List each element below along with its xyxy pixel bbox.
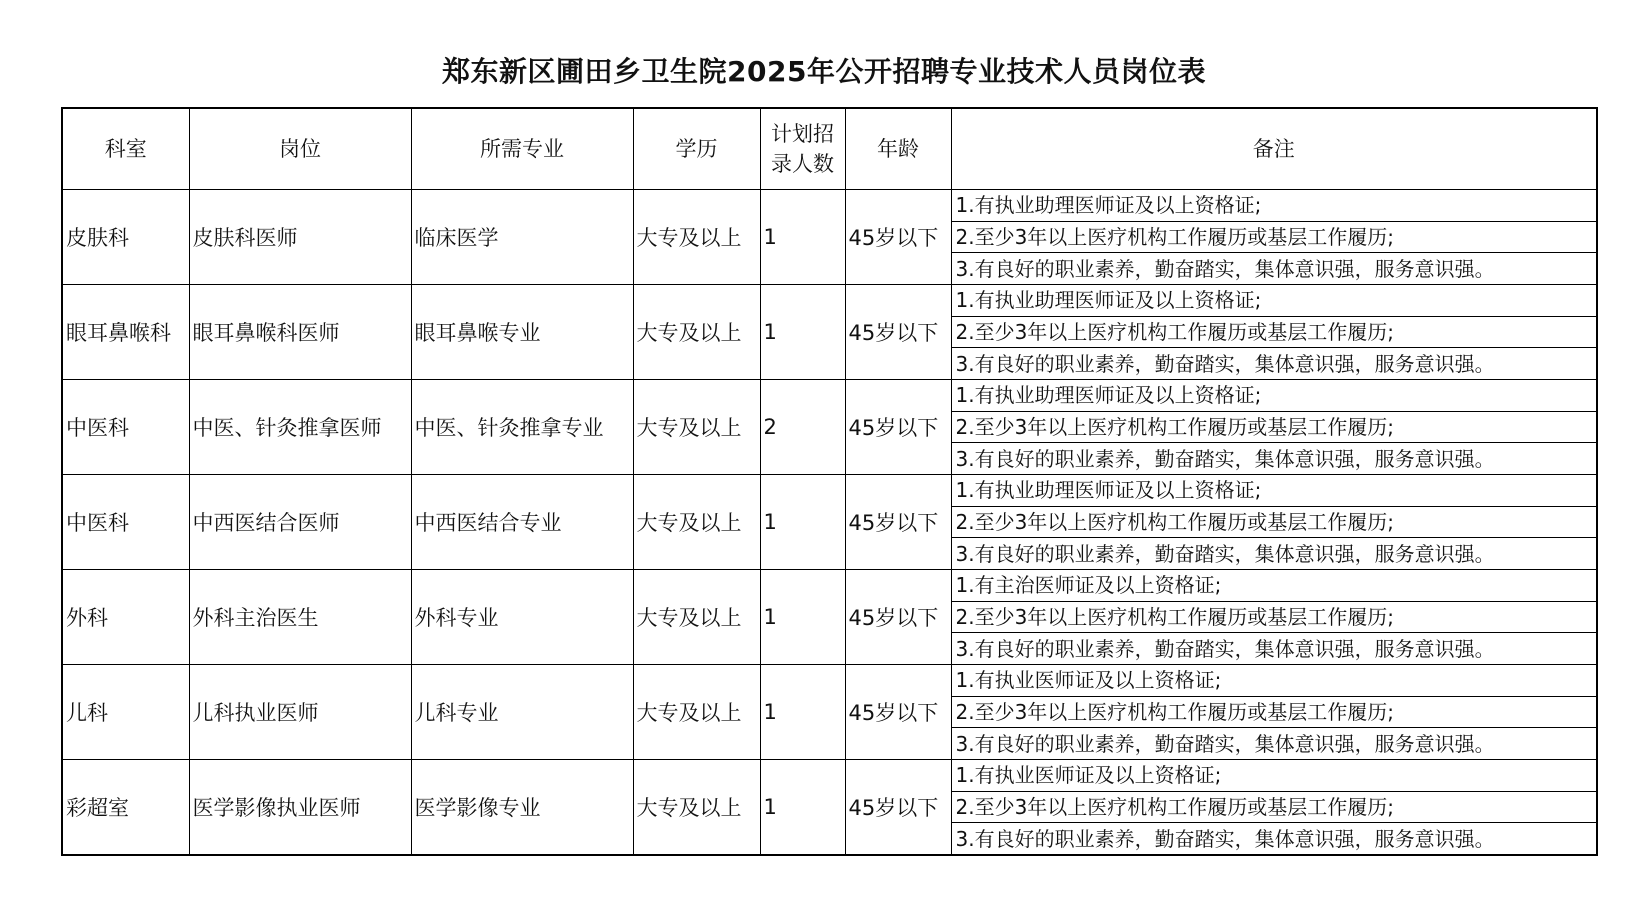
requirement-item: 1.有执业助理医师证及以上资格证; xyxy=(951,190,1597,222)
recruitment-table xyxy=(61,107,1598,856)
age-cell: 45岁以下 xyxy=(845,475,951,570)
table-row xyxy=(62,475,1597,507)
requirement-item: 1.有主治医师证及以上资格证; xyxy=(951,570,1597,602)
header-education: 学历 xyxy=(633,108,760,190)
requirement-item: 3.有良好的职业素养，勤奋踏实，集体意识强，服务意识强。 xyxy=(951,823,1597,855)
requirement-item: 2.至少3年以上医疗机构工作履历或基层工作履历; xyxy=(951,696,1597,728)
requirement-item: 2.至少3年以上医疗机构工作履历或基层工作履历; xyxy=(951,601,1597,633)
requirement-item: 1.有执业医师证及以上资格证; xyxy=(951,665,1597,697)
header-notes: 备注 xyxy=(951,108,1597,190)
planned-count-cell: 1 xyxy=(760,285,845,380)
table-row xyxy=(62,760,1597,792)
requirement-item: 3.有良好的职业素养，勤奋踏实，集体意识强，服务意识强。 xyxy=(951,728,1597,760)
requirement-item: 2.至少3年以上医疗机构工作履历或基层工作履历; xyxy=(951,221,1597,253)
dept-cell: 儿科 xyxy=(62,665,189,760)
requirement-item: 3.有良好的职业素养，勤奋踏实，集体意识强，服务意识强。 xyxy=(951,443,1597,475)
major-cell: 儿科专业 xyxy=(411,665,633,760)
post-cell: 中西医结合医师 xyxy=(189,475,411,570)
header-dept: 科室 xyxy=(62,108,189,190)
header-post: 岗位 xyxy=(189,108,411,190)
education-cell: 大专及以上 xyxy=(633,380,760,475)
education-cell: 大专及以上 xyxy=(633,285,760,380)
header-planned-count: 计划招录人数 xyxy=(760,108,845,190)
requirement-item: 3.有良好的职业素养，勤奋踏实，集体意识强，服务意识强。 xyxy=(951,348,1597,380)
header-major: 所需专业 xyxy=(411,108,633,190)
education-cell: 大专及以上 xyxy=(633,665,760,760)
header-age: 年龄 xyxy=(845,108,951,190)
table-row xyxy=(62,570,1597,602)
planned-count-cell: 1 xyxy=(760,760,845,856)
dept-cell: 皮肤科 xyxy=(62,190,189,285)
requirement-item: 2.至少3年以上医疗机构工作履历或基层工作履历; xyxy=(951,791,1597,823)
dept-cell: 中医科 xyxy=(62,475,189,570)
major-cell: 眼耳鼻喉专业 xyxy=(411,285,633,380)
requirement-item: 3.有良好的职业素养，勤奋踏实，集体意识强，服务意识强。 xyxy=(951,633,1597,665)
age-cell: 45岁以下 xyxy=(845,190,951,285)
post-cell: 外科主治医生 xyxy=(189,570,411,665)
age-cell: 45岁以下 xyxy=(845,380,951,475)
requirement-item: 2.至少3年以上医疗机构工作履历或基层工作履历; xyxy=(951,411,1597,443)
dept-cell: 中医科 xyxy=(62,380,189,475)
post-cell: 眼耳鼻喉科医师 xyxy=(189,285,411,380)
table-row xyxy=(62,380,1597,412)
major-cell: 外科专业 xyxy=(411,570,633,665)
dept-cell: 外科 xyxy=(62,570,189,665)
table-row xyxy=(62,190,1597,222)
requirement-item: 1.有执业助理医师证及以上资格证; xyxy=(951,380,1597,412)
planned-count-cell: 1 xyxy=(760,475,845,570)
age-cell: 45岁以下 xyxy=(845,285,951,380)
requirement-item: 1.有执业助理医师证及以上资格证; xyxy=(951,285,1597,317)
dept-cell: 眼耳鼻喉科 xyxy=(62,285,189,380)
dept-cell: 彩超室 xyxy=(62,760,189,856)
planned-count-cell: 1 xyxy=(760,190,845,285)
requirement-item: 2.至少3年以上医疗机构工作履历或基层工作履历; xyxy=(951,316,1597,348)
requirement-item: 2.至少3年以上医疗机构工作履历或基层工作履历; xyxy=(951,506,1597,538)
planned-count-cell: 1 xyxy=(760,665,845,760)
age-cell: 45岁以下 xyxy=(845,570,951,665)
age-cell: 45岁以下 xyxy=(845,665,951,760)
table-header-row xyxy=(62,108,1597,190)
requirement-item: 3.有良好的职业素养，勤奋踏实，集体意识强，服务意识强。 xyxy=(951,538,1597,570)
post-cell: 中医、针灸推拿医师 xyxy=(189,380,411,475)
major-cell: 临床医学 xyxy=(411,190,633,285)
education-cell: 大专及以上 xyxy=(633,475,760,570)
major-cell: 中医、针灸推拿专业 xyxy=(411,380,633,475)
post-cell: 医学影像执业医师 xyxy=(189,760,411,856)
table-row xyxy=(62,285,1597,317)
requirement-item: 3.有良好的职业素养，勤奋踏实，集体意识强，服务意识强。 xyxy=(951,253,1597,285)
requirement-item: 1.有执业医师证及以上资格证; xyxy=(951,760,1597,792)
planned-count-cell: 1 xyxy=(760,570,845,665)
table-row xyxy=(62,665,1597,697)
education-cell: 大专及以上 xyxy=(633,760,760,856)
education-cell: 大专及以上 xyxy=(633,190,760,285)
post-cell: 皮肤科医师 xyxy=(189,190,411,285)
major-cell: 医学影像专业 xyxy=(411,760,633,856)
post-cell: 儿科执业医师 xyxy=(189,665,411,760)
requirement-item: 1.有执业助理医师证及以上资格证; xyxy=(951,475,1597,507)
age-cell: 45岁以下 xyxy=(845,760,951,856)
planned-count-cell: 2 xyxy=(760,380,845,475)
major-cell: 中西医结合专业 xyxy=(411,475,633,570)
education-cell: 大专及以上 xyxy=(633,570,760,665)
page-title: 郑东新区圃田乡卫生院2025年公开招聘专业技术人员岗位表 xyxy=(442,55,1206,88)
